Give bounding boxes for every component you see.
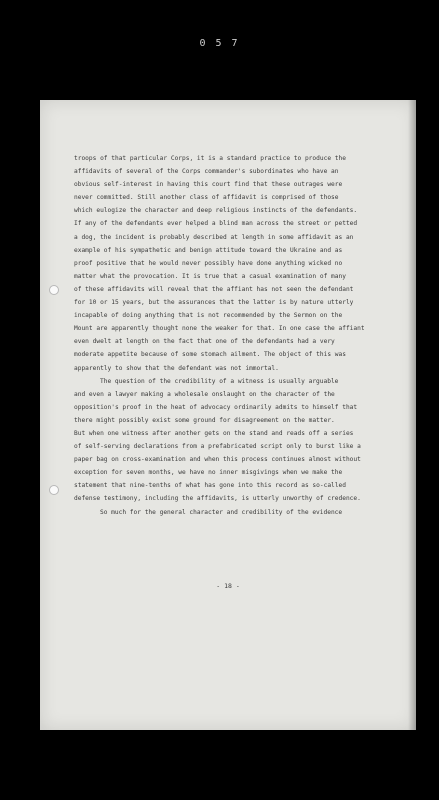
text-line: obvious self-interest in having this court find that these outrages were bbox=[74, 181, 343, 189]
text-line: Mount are apparently thought none the weaker for that. In one case the affiant bbox=[74, 325, 365, 333]
text-line: statement that nine-tenths of what has gone into this record as so-called bbox=[74, 482, 346, 490]
text-line: and even a lawyer making a wholesale onslaught on the character of the bbox=[74, 390, 335, 398]
body-text bbox=[74, 152, 406, 519]
text-line: a dog, the incident is probably described at length in some affidavit as an bbox=[74, 233, 354, 241]
text-line: moderate appetite because of some stomach ailment. The object of this was bbox=[74, 351, 346, 359]
text-line: there might possibly exist some ground for disagreement on the matter. bbox=[74, 416, 335, 424]
paragraph-start-line: So much for the general character and credibility of the evidence bbox=[100, 508, 343, 516]
text-line: But when one witness after another gets on the stand and reads off a series bbox=[74, 429, 354, 437]
text-line: defense testimony, including the affidavits, is utterly unworthy of credence. bbox=[74, 495, 361, 503]
text-line: matter what the provocation. It is true that a casual examination of many bbox=[74, 272, 346, 280]
text-line: incapable of doing anything that is not recommended by the Sermon on the bbox=[74, 312, 343, 320]
text-line: paper bag on cross-examination and when this process continues almost without bbox=[74, 456, 361, 464]
archive-stamp: 0 5 7 bbox=[199, 38, 240, 49]
text-line: for 10 or 15 years, but the assurances that the latter is by nature utterly bbox=[74, 299, 354, 307]
text-line: of self-serving declarations from a prefabricated script only to burst like a bbox=[74, 443, 361, 451]
page-edge-shadow bbox=[408, 100, 416, 730]
text-line: example of his sympathetic and benign attitude toward the Ukraine and as bbox=[74, 246, 343, 254]
page-number: - 18 - bbox=[216, 582, 240, 590]
text-line: opposition's proof in the heat of advocacy ordinarily admits to himself that bbox=[74, 403, 358, 411]
text-line: affidavits of several of the Corps commander's subordinates who have an bbox=[74, 168, 339, 176]
text-line: troops of that particular Corps, it is a standard practice to produce the bbox=[74, 155, 346, 162]
text-line: proof positive that he would never possibly have done anything wicked no bbox=[74, 259, 343, 267]
text-line: even dwelt at length on the fact that one of the defendants had a very bbox=[74, 338, 335, 346]
text-line: which eulogize the character and deep religious instincts of the defendants. bbox=[74, 207, 358, 215]
text-line: of these affidavits will reveal that the affiant has not seen the defendant bbox=[74, 285, 354, 293]
text-line: never committed. Still another class of affidavit is comprised of those bbox=[74, 194, 339, 202]
document-page bbox=[40, 100, 416, 730]
punch-hole-icon bbox=[49, 485, 59, 495]
text-line: If any of the defendants ever helped a blind man across the street or petted bbox=[74, 220, 358, 228]
paragraph-start-line: The question of the credibility of a witness is usually arguable bbox=[100, 377, 339, 385]
text-line: exception for seven months, we have no inner misgivings when we make the bbox=[74, 469, 343, 477]
text-line: apparently to show that the defendant was not immortal. bbox=[74, 364, 279, 372]
punch-hole-icon bbox=[49, 285, 59, 295]
